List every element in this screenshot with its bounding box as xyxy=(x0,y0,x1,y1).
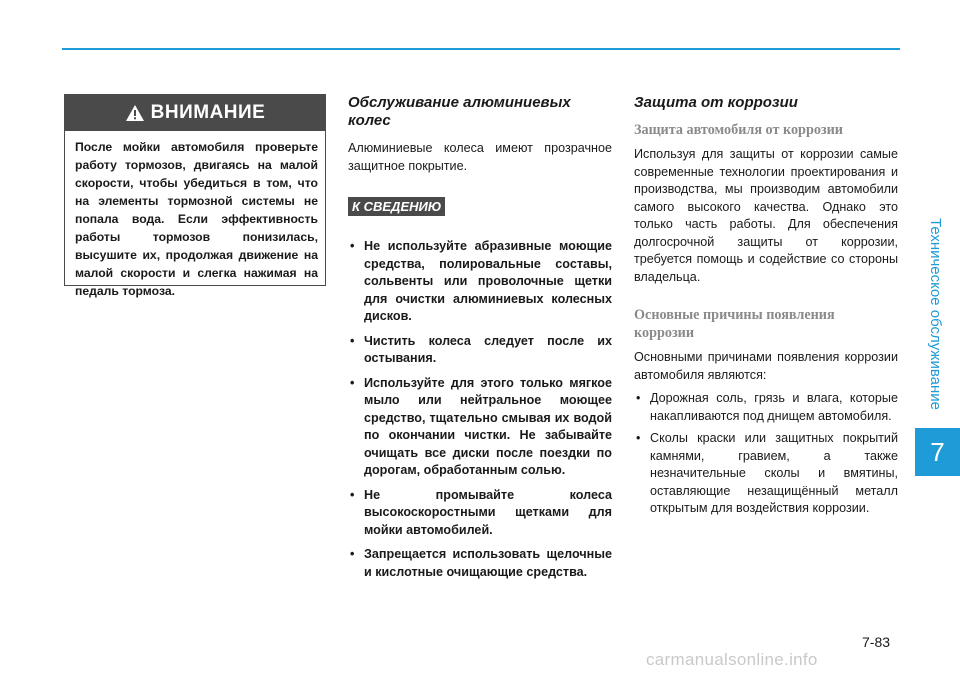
corrosion-causes-list xyxy=(634,390,898,518)
corrosion-subheading-2: Основные причины появления коррозии xyxy=(634,307,835,341)
top-rule xyxy=(62,48,900,50)
info-badge: К СВЕДЕНИЮ xyxy=(348,197,445,216)
list-item: • Используйте для этого только мягкое мыло или нейтральное моющее средство, тщательно смывая их водой по окончании чистки. Не забывайте очищать все диски после поездки по дорогам, обработанным солью. xyxy=(348,375,612,480)
warning-title: ВНИМАНИЕ xyxy=(150,102,266,123)
aluminum-wheels-heading: Обслуживание алюминиевых колес xyxy=(348,94,571,129)
corrosion-heading: Защита от коррозии xyxy=(634,94,798,111)
list-item: • Не используйте абразивные моющие средства, полировальные составы, сольвенты или проволочные щетки для очистки алюминиевых колесных дисков. xyxy=(348,238,612,326)
chapter-side-label: Техническое обслуживание xyxy=(927,218,944,410)
warning-triangle-icon xyxy=(125,104,145,122)
chapter-number-tab: 7 xyxy=(915,428,960,476)
watermark: carmanualsonline.info xyxy=(646,650,818,669)
aluminum-wheels-intro: Алюминиевые колеса имеют прозрачное защитное покрытие. xyxy=(348,141,612,173)
list-item: • Чистить колеса следует после их остывания. xyxy=(348,333,612,368)
list-item: • Сколы краски или защитных покрытий камнями, гравием, а также незначительные сколы и вмятины, оставляющие незащищённый металл открытым для воздействия коррозии. xyxy=(634,430,898,518)
list-item: • Запрещается использовать щелочные и кислотные очищающие средства. xyxy=(348,546,612,581)
right-column xyxy=(634,94,898,523)
wheel-care-list xyxy=(348,238,612,581)
warning-box xyxy=(64,94,326,298)
corrosion-subheading-1: Защита автомобиля от коррозии xyxy=(634,122,843,138)
corrosion-paragraph-2: Основными причинами появления коррозии автомобиля являются: xyxy=(634,350,898,382)
list-item: • Не промывайте колеса высокоскоростными щетками для мойки автомобилей. xyxy=(348,487,612,540)
warning-text: После мойки автомобиля проверьте работу тормозов, двигаясь на малой скорости, чтобы убедиться в том, что на элементы тормозной системы не попала вода. Если эффективность работы тормозов понизилась, высушите их, продолжая движение на малой скорости и слегка нажимая на педаль тормоза. xyxy=(75,140,318,298)
page-number: 7-83 xyxy=(862,634,891,650)
middle-column xyxy=(348,94,612,588)
list-item: • Дорожная соль, грязь и влага, которые накапливаются под днищем автомобиля. xyxy=(634,390,898,425)
corrosion-paragraph-1: Используя для защиты от коррозии самые современные технологии проектирования и производства, мы производим автомобили самого высокого качества. Однако это только часть работы. Для обеспечения долгосрочной защиты от коррозии, требуется помощь и содействие со стороны владельца. xyxy=(634,147,898,284)
warning-header xyxy=(65,95,325,131)
